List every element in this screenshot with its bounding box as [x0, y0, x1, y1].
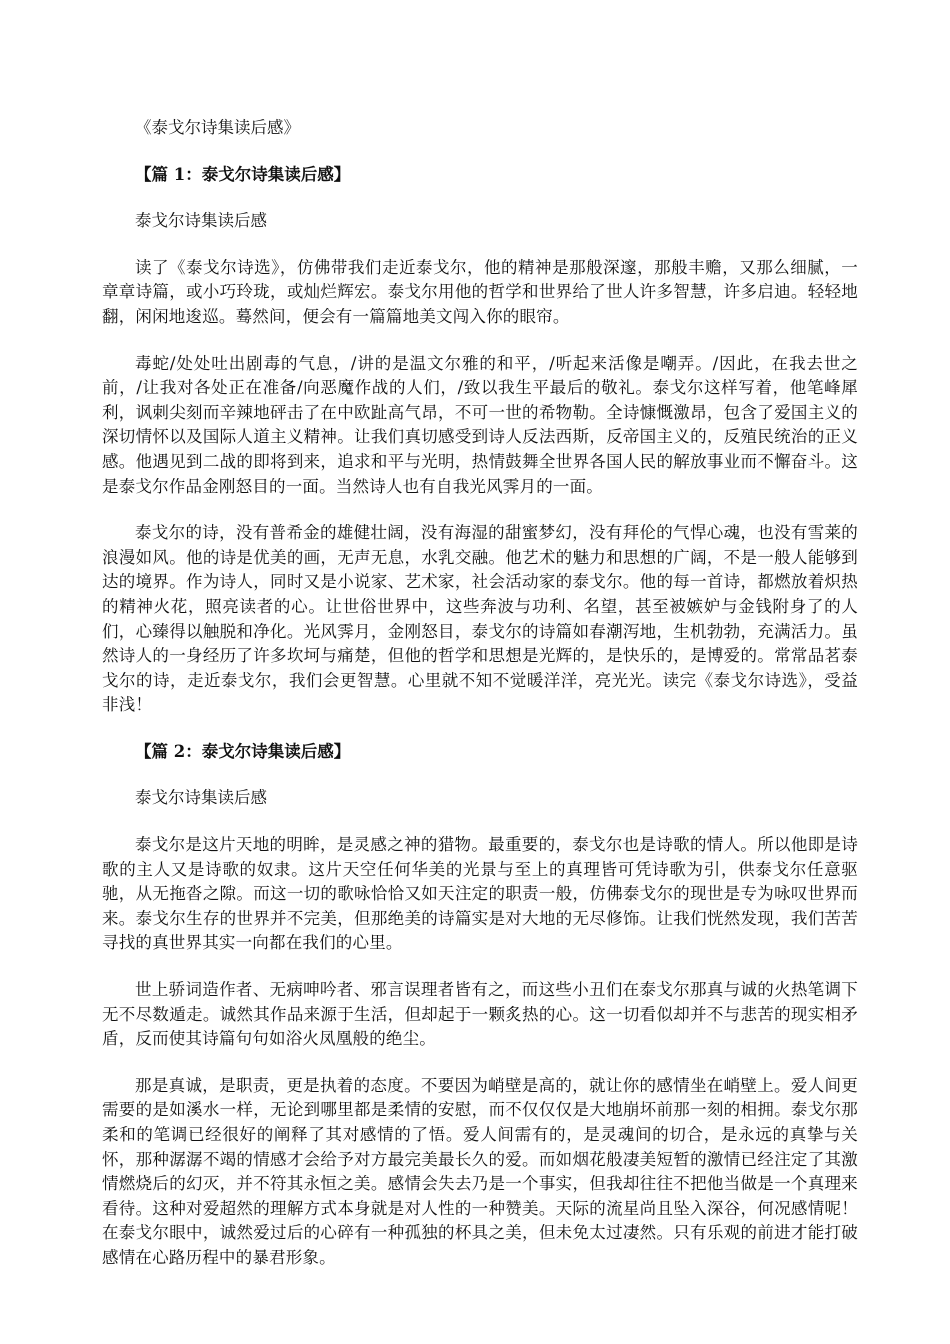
section-2-paragraph-3: 那是真诚，是职责，更是执着的态度。不要因为峭壁是高的，就让你的感情坐在峭壁上。爱人间更需要的是如溪水一样，无论到哪里都是柔情的安慰，而不仅仅仅是大地崩坏前那一刻的相拥。泰戈尔那柔和的笔调已经很好的阐释了其对感情的了悟。爱人间需有的，是灵魂间的切合，是永远的真挚与关怀，那种潺潺不竭的情感才会给予对方最完美最长久的爱。而如烟花般凄美短暂的激情已经注定了其激情燃烧后的幻灭，并不符其永恒之美。感情会失去乃是一个事实，但我却往往不把他当做是一个真理来看待。这种对爱超然的理解方式本身就是对人性的一种赞美。天际的流星尚且坠入深谷，何况感情呢！在泰戈尔眼中，诚然爱过后的心碎有一种孤独的杯具之美，但未免太过凄然。只有乐观的前进才能打破感情在心路历程中的暴君形象。 — [102, 1075, 858, 1267]
section-1-paragraph-1: 读了《泰戈尔诗选》，仿佛带我们走近泰戈尔，他的精神是那般深邃，那般丰赡，又那么细腻，一章章诗篇，或小巧玲珑，或灿烂辉宏。泰戈尔用他的哲学和世界给了世人许多智慧，许多启迪。轻轻地翻，闲闲地逡巡。蓦然间，便会有一篇篇地美文闯入你的眼帘。 — [102, 257, 858, 326]
section-2-paragraph-2: 世上骄词造作者、无病呻吟者、邪言误理者皆有之，而这些小丑们在泰戈尔那真与诚的火热笔调下无不尽数遁走。诚然其作品来源于生活，但却起于一颗炙热的心。这一切看似却并不与悲苦的现实相矛盾，反而使其诗篇句句如浴火凤凰般的绝尘。 — [102, 980, 858, 1049]
section-2-subtitle: 泰戈尔诗集读后感 — [135, 788, 267, 808]
section-1-paragraph-3: 泰戈尔的诗，没有普希金的雄健壮阔，没有海湿的甜蜜梦幻，没有拜伦的气悍心魂，也没有雪莱的浪漫如风。他的诗是优美的画，无声无息，水乳交融。他艺术的魅力和思想的广阔，不是一般人能够到达的境界。作为诗人，同时又是小说家、艺术家，社会活动家的泰戈尔。他的每一首诗，都燃放着炽热的精神火花，照亮读者的心。让世俗世界中，这些奔波与功利、名望，甚至被嫉妒与金钱附身了的人们，心臻得以触脱和净化。光风霁月，金刚怒目，泰戈尔的诗篇如春潮泻地，生机勃勃，充满活力。虽然诗人的一身经历了许多坎坷与痛楚，但他的哲学和思想是光辉的，是快乐的，是博爱的。常常品茗泰戈尔的诗，走近泰戈尔，我们会更智慧。心里就不知不觉暖洋洋，亮光光。读完《泰戈尔诗选》，受益非浅！ — [102, 523, 858, 715]
document-title: 《泰戈尔诗集读后感》 — [135, 118, 300, 137]
section-1-subtitle: 泰戈尔诗集读后感 — [135, 211, 267, 231]
section-1-paragraph-2: 毒蛇/处处吐出剧毒的气息，/讲的是温文尔雅的和平，/听起来活像是嘲弄。/因此，在我去世之前，/让我对各处正在准备/向恶魔作战的人们，/致以我生平最后的敬礼。泰戈尔这样写着，他笔峰犀利，讽刺尖刻而辛辣地砰击了在中欧趾高气昂，不可一世的希物勒。全诗慷慨激昂，包含了爱国主义的深切情怀以及国际人道主义精神。让我们真切感受到诗人反法西斯，反帝国主义的，反殖民统治的正义感。他遇见到二战的即将到来，追求和平与光明，热情鼓舞全世界各国人民的解放事业而不懈奋斗。这是泰戈尔作品金刚怒目的一面。当然诗人也有自我光风霁月的一面。 — [102, 353, 858, 496]
section-1-heading: 【篇 1：泰戈尔诗集读后感】 — [135, 164, 351, 184]
section-2-heading: 【篇 2：泰戈尔诗集读后感】 — [135, 741, 351, 761]
document-page — [102, 116, 858, 1293]
section-2-paragraph-1: 泰戈尔是这片天地的明眸，是灵感之神的猎物。最重要的，泰戈尔也是诗歌的情人。所以他即是诗歌的主人又是诗歌的奴隶。这片天空任何华美的光景与至上的真理皆可凭诗歌为引，供泰戈尔任意驱驰，从无拖沓之隙。而这一切的歌咏恰恰又如天注定的职责一般，仿佛泰戈尔的现世是专为咏叹世界而来。泰戈尔生存的世界并不完美，但那绝美的诗篇实是对大地的无尽修饰。让我们恍然发现，我们苦苦寻找的真世界其实一向都在我们的心里。 — [102, 835, 858, 953]
